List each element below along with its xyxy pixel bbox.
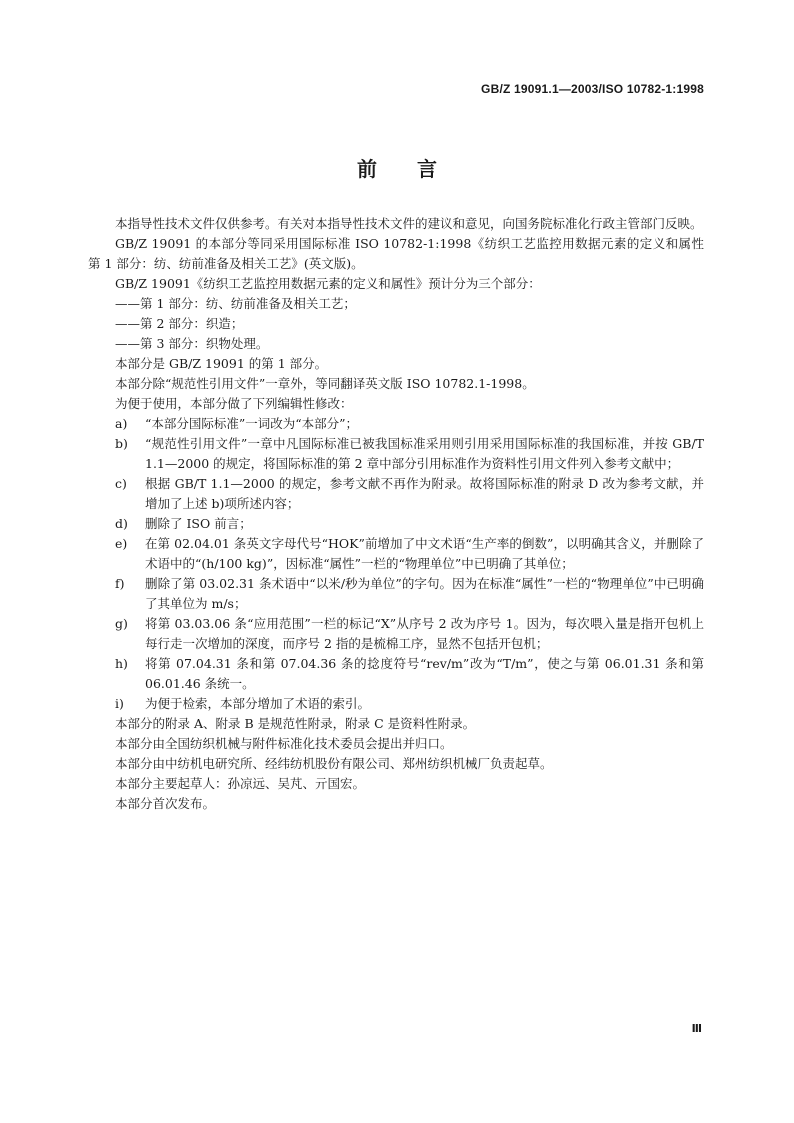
standard-code: GB/Z 19091.1—2003/ISO 10782-1:1998 [481, 82, 704, 96]
list-item [88, 434, 704, 474]
list-item [88, 574, 704, 614]
list-item-label: c) [115, 476, 127, 491]
paragraph-4: 本部分是 GB/Z 19091 的第 1 部分。 [115, 356, 328, 371]
list-item-text: “规范性引用文件”一章中凡国际标准已被我国标准采用则引用采用国际标准的我国标准，并按 GB/T 1.1—2000 的规定，将国际标准的第 2 章中部分引用标准作为资料性引用文件列入参考文献中； [145, 436, 704, 471]
list-item [88, 534, 704, 574]
list-item-text: 为便于检索，本部分增加了术语的索引。 [145, 696, 371, 711]
paragraph-2: GB/Z 19091 的本部分等同采用国际标准 ISO 10782-1:1998《纺织工艺监控用数据元素的定义和属性 第 1 部分：纺、纺前准备及相关工艺》(英文版)。 [88, 236, 717, 271]
list-item-text: 将第 07.04.31 条和第 07.04.36 条的捻度符号“rev/m”改为“T/m”，使之与第 06.01.31 条和第 06.01.46 条统一。 [145, 656, 704, 691]
paragraph-9: 本部分由中纺机电研究所、经纬纺机股份有限公司、郑州纺织机械厂负责起草。 [115, 756, 553, 771]
list-item-text: 删除了第 03.02.31 条术语中“以米/秒为单位”的字句。因为在标准“属性”一栏的“物理单位”中已明确了其单位为 m/s； [145, 576, 704, 611]
list-item-text: 在第 02.04.01 条英文字母代号“HOK”前增加了中文术语“生产率的倒数”，以明确其含义，并删除了术语中的“(h/100 kg)”，因标准“属性”一栏的“物理单位”中已明确了其单位； [145, 536, 704, 571]
list-item-text: 根据 GB/T 1.1—2000 的规定，参考文献不再作为附录。故将国际标准的附录 D 改为参考文献，并增加了上述 b)项所述内容； [145, 476, 704, 511]
list-item [88, 474, 704, 514]
list-item-label: a) [115, 416, 128, 431]
dash-item: ——第 3 部分：织物处理。 [115, 336, 269, 351]
list-item-text: “本部分国际标准”一词改为“本部分”； [145, 416, 359, 431]
list-item-label: g) [115, 616, 128, 631]
paragraph-5: 本部分除“规范性引用文件”一章外，等同翻译英文版 ISO 10782.1-1998。 [115, 376, 535, 391]
list-item [88, 654, 704, 694]
document-body [88, 214, 717, 814]
paragraph-11: 本部分首次发布。 [115, 796, 216, 811]
list-item-label: e) [115, 536, 128, 551]
list-item [88, 414, 704, 434]
dash-item: ——第 2 部分：织造； [115, 316, 244, 331]
list-item [88, 614, 704, 654]
list-item-label: h) [115, 656, 128, 671]
list-item-text: 将第 03.03.06 条“应用范围”一栏的标记“X”从序号 2 改为序号 1。因为，每次喂入量是指开包机上每行走一次增加的深度，而序号 2 指的是梳棉工序，显然不包括开包机； [145, 616, 704, 651]
paragraph-1: 本指导性技术文件仅供参考。有关对本指导性技术文件的建议和意见，向国务院标准化行政主管部门反映。 [115, 216, 703, 231]
paragraph-6: 为便于使用，本部分做了下列编辑性修改： [115, 396, 353, 411]
paragraph-7: 本部分的附录 A、附录 B 是规范性附录，附录 C 是资料性附录。 [115, 716, 476, 731]
page-title: 前 言 [357, 157, 437, 181]
paragraph-10: 本部分主要起草人：孙凉远、吴芃、亓国宏。 [115, 776, 366, 791]
paragraph-8: 本部分由全国纺织机械与附件标准化技术委员会提出并归口。 [115, 736, 453, 751]
list-item-text: 删除了 ISO 前言； [145, 516, 252, 531]
list-item-label: b) [115, 436, 128, 451]
list-item [88, 694, 704, 714]
list-item [88, 514, 704, 534]
list-item-label: d) [115, 516, 128, 531]
dash-item: ——第 1 部分：纺、纺前准备及相关工艺； [115, 296, 356, 311]
paragraph-3: GB/Z 19091《纺织工艺监控用数据元素的定义和属性》预计分为三个部分： [115, 276, 541, 291]
list-item-label: i) [115, 696, 124, 711]
list-item-label: f) [115, 576, 125, 591]
page-number: Ⅲ [691, 1022, 702, 1035]
